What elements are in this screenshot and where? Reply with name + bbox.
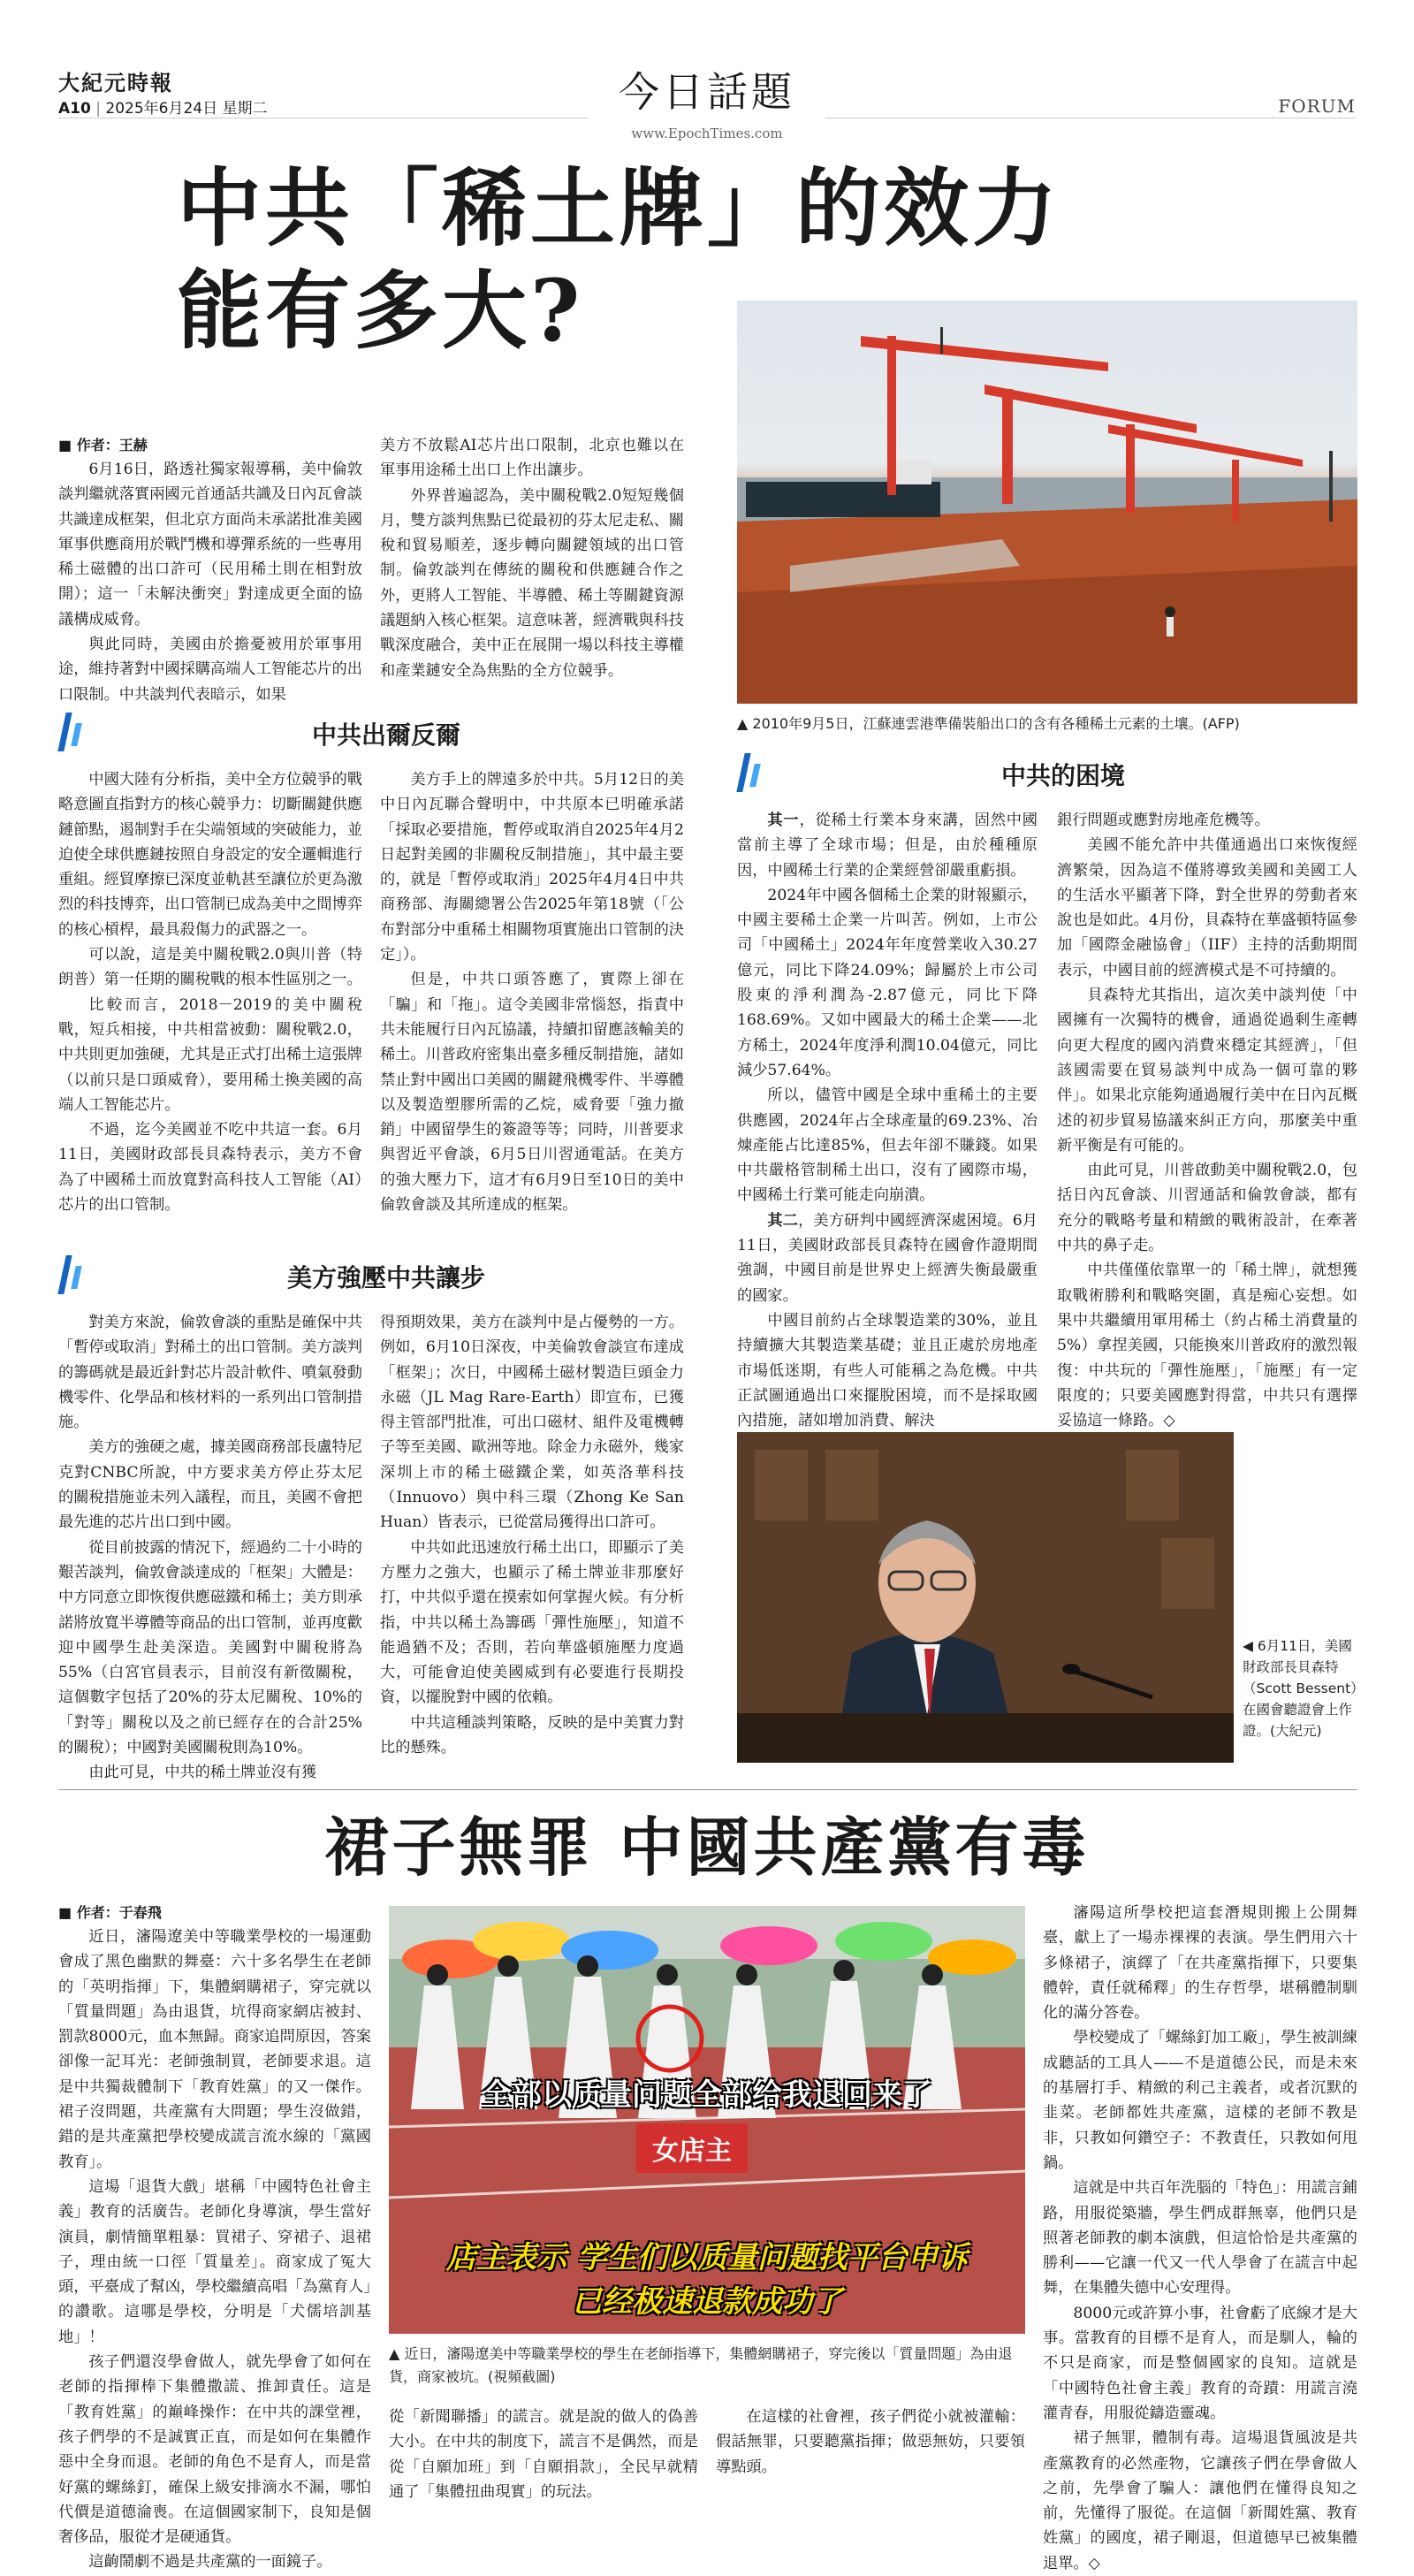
paragraph: 裙子無罪，體制有毒。這場退貨風波是共產黨教育的必然產物，它讓孩子們在學會做人之前，先學會了騙人：讓他們在懂得良知之前，先懂得了服從。在這個「新聞姓黨、教育姓黨」的國度，裙子剛退，但道德早已被集體退單。◇ [1043,2429,1357,2572]
paragraph: 從目前披露的情況下，經過約二十小時的艱苦談判，倫敦會談達成的「框架」大體是：中方同意立即恢復供應磁鐵和稀土；美方則承諾將放寬半導體等商品的出口管制，並再度歡迎中國學生赴美深造。美國對中關稅將為55%（白宮官員表示，目前沒有新徵關稅，這個數字包括了20%的芬太尼關稅、10%的「對等」關稅以及之前已經存在的合計25%的關稅）；中國對美國關稅則為10%。 [58,1538,362,1757]
bessent-caption: ◀ 6月11日，美國財政部長貝森特（Scott Bessent）在國會聽證會上作證。(大紀元) [1243,1638,1357,1739]
paragraph: 不過，迄今美國並不吃中共這一套。6月11日，美國財政部長貝森特表示，美方不會為了中國稀土而放寬對高科技人工智能（AI）芯片的出口管制。 [58,1121,362,1215]
headline-line-2: 能有多大? [177,261,584,361]
article-divider [58,1789,1357,1790]
headline-line-1: 中共「稀土牌」的效力 [177,158,1060,258]
section2-col2 [380,1310,684,1760]
paragraph: 6月16日，路透社獨家報導稱，美中倫敦談判繼就落實兩國元首通話共識及日內瓦會談共識達成框架，但北京方面尚未承諾批准美國軍事供應商用於戰鬥機和導彈系統的一些專用稀土磁體的出口許可（民用稀土則在相對放開）；這一「未解決衝突」對達成更全面的協議構成威脅。 [58,461,362,629]
paragraph: 但是，中共口頭答應了，實際上卻在「騙」和「拖」。這令美國非常惱怒，指責中共未能履行日內瓦協議，持續扣留應該輸美的稀土。川普政府密集出臺多種反制措施，諸如禁止對中國出口美國的關鍵飛機零件、半導體以及製造塑膠所需的乙烷，威脅要「強力撤銷」中國留學生的簽證等等；同時，川普要求與習近平會談，6月5日川習通電話。在美方的強大壓力下，這才有6月9日至10日的美中倫敦會談及其所達成的框架。 [380,971,684,1215]
paragraph: 中國目前約占全球製造業的30%，並且持續擴大其製造業基礎；並且正處於房地產市場低迷期，有些人可能稱之為危機。中共正試圖通過出口來擺脫困境，而不是採取國內措施，諸如增加消費、解決 [737,1311,1038,1430]
paragraph: 瀋陽這所學校把這套潛規則搬上公開舞臺，獻上了一場赤裸裸的表演。學生們用六十多條裙子，演繹了「在共產黨指揮下，只要集體幹，責任就稀釋」的生存哲學，堪稱體制馴化的滿分答卷。 [1043,1904,1357,2023]
video-subtitle-3: 已经极速退款成功了 [572,2284,842,2320]
section1-col1 [58,767,362,1217]
port-photo-caption: ▲ 2010年9月5日，江蘇連雲港準備裝船出口的含有各種稀土元素的土壤。(AFP) [737,715,1240,732]
article2-mid-col1 [389,2405,698,2504]
paragraph: 近日，瀋陽遼美中等職業學校的一場運動會成了黑色幽默的舞臺：六十多名學生在老師的「英明指揮」下，集體網購裙子，穿完就以「質量問題」為由退貨，坑得商家網店被封、罰款8000元，血本無歸。商家追問原因，答案卻像一記耳光：老師強制買，老師要求退。這是中共獨裁體制下「教育姓黨」的又一傑作。裙子沒問題，共產黨有大問題；學生沒做錯，錯的是共產黨把學校變成謊言流水線的「黨國教育」。 [58,1928,371,2171]
section-title: 今日話題 [619,68,795,116]
site-url[interactable]: www.EpochTimes.com [631,126,783,141]
paragraph: 其二，美方研判中國經濟深處困境。6月11日，美國財政部長貝森特在國會作證期間強調，中國目前是世界史上經濟失衡最嚴重的國家。 [737,1211,1038,1305]
paragraph: 比較而言，2018－2019的美中關稅戰，短兵相接，中共相當被動：關稅戰2.0，中共則更加強硬，尤其是正式打出稀土這張牌（以前只是口頭威脅），要用稀土換美國的高端人工智能芯片。 [58,995,362,1114]
paragraph: 與此同時，美國由於擔憂被用於軍事用途，維持著對中國採購高端人工智能芯片的出口限制。中共談判代表暗示，如果 [58,636,362,704]
paragraph: 美國不能允許中共僅通過出口來恢復經濟繁榮，因為這不僅將導致美國和美國工人的生活水平顯著下降，對全世界的勞動者來說也是如此。4月份，貝森特在華盛頓特區參加「國際金融協會」（IIF）主持的活動期間表示，中國目前的經濟模式是不可持續的。 [1057,836,1357,979]
paragraph: 這場「退貨大戲」堪稱「中國特色社會主義」教育的活廣告。老師化身導演，學生當好演員，劇情簡單粗暴：買裙子、穿裙子、退裙子，理由統一口徑「質量差」。商家成了冤大頭，平臺成了幫凶，學校繼續高唱「為黨育人」的讚歌。這哪是學校，分明是「犬儒培訓基地」！ [58,2177,371,2346]
article2-mid-col2 [716,2405,1025,2480]
paragraph: 孩子們還沒學會做人，就先學會了如何在老師的指揮棒下集體撒謊、推卸責任。這是「教育姓黨」的巔峰操作：在中共的課堂裡，孩子們學的不是誠實正直，而是如何在集體作惡中全身而退。老師的角色不是育人，而是當好黨的螺絲釘，確保上級安排滴水不漏，哪怕代價是道德淪喪。在這個國家制下，良知是個奢侈品，服從才是硬通貨。 [58,2353,371,2547]
section-english: FORUM [1278,95,1356,117]
paragraph: 中國大陸有分析指，美中全方位競爭的戰略意圖直指對方的核心競爭力：切斷關鍵供應鏈節點，遏制對手在尖端領域的突破能力，並迫使全球供應鏈按照自身設定的安全邏輯進行重組。經貿摩擦已深度並軌甚至讓位於更為激烈的科技博弈，出口管制已成為美中之間博弈的核心槓桿，最具殺傷力的武器之一。 [58,771,362,939]
section2-col1 [58,1310,362,1786]
paragraph: 貝森特尤其指出，這次美中談判使「中國擁有一次獨特的機會，通過從過剩生產轉向更大程度的國內消費來穩定其經濟」，「但該國需要在貿易談判中成為一個可靠的夥伴」。如果北京能夠通過履行美中在日內瓦概述的初步貿易協議來糾正方向，那麼美中重新平衡是有可能的。 [1057,987,1357,1155]
masthead-logo: 大紀元時報 [58,70,173,95]
section-marker-icon [71,723,82,746]
article1-intro-col2 [380,433,684,683]
paragraph: 2024年中國各個稀土企業的財報顯示，中國主要稀土企業一片叫苦。例如，上市公司「中國稀土」2024年年度營業收入30.27億元，同比下降24.09%；歸屬於上市公司股東的淨利潤為-2.87億元，同比下降168.69%。又如中國最大的稀土企業——北方稀土，2024年度淨利潤10.04億元，同比減少57.64%。 [737,886,1038,1079]
section1-col2 [380,767,684,1217]
article1-intro-col1 [58,433,362,707]
video-subtitle-2: 店主表示 学生们以质量问题找平台申诉 [446,2240,968,2275]
section-heading: 中共的困境 [1000,761,1125,790]
video-subtitle-1: 全部以质量问题全部给我退回来了 [482,2077,932,2113]
paragraph: 美方不放鬆AI芯片出口限制，北京也難以在軍事用途稀土出口上作出讓步。 [380,437,684,480]
paragraph: 這就是中共百年洗腦的「特色」：用謊言鋪路，用服從築牆，學生們成群無辜，他們只是照著老師教的劇本演戲，但這恰恰是共產黨的勝利——它讓一代又一代人學會了在謊言中起舞，在集體失德中心安理得。 [1043,2179,1357,2298]
issue-date: 2025年6月24日 星期二 [105,100,268,118]
section-marker-icon [749,764,761,787]
paragraph: 其一，從稀土行業本身來講，固然中國當前主導了全球市場；但是，由於種種原因，中國稀土行業的企業經營卻嚴重虧損。 [737,812,1038,880]
hearing-illustration [737,1432,1234,1763]
paragraph: 從「新聞聯播」的謊言。就是說的做人的偽善大小。在中共的制度下，謊言不是偶然，而是從「自願加班」到「自願捐款」，全民早就精通了「集體扭曲現實」的玩法。 [389,2408,698,2501]
video-still [389,1906,1025,2334]
paragraph: 學校變成了「螺絲釘加工廠」，學生被訓練成聽話的工具人——不是道德公民，而是未來的基層打手、精緻的利己主義者，或者沉默的韭菜。老師都姓共產黨，這樣的老師不教是非，只教如何鑽空子：不教責任，只教如何甩鍋。 [1043,2029,1357,2172]
paragraph: 在這樣的社會裡，孩子們從小就被灌輸：假話無罪，只要聽黨指揮；做惡無妨，只要領導點頭。 [716,2408,1025,2476]
paragraph: 外界普遍認為，美中關稅戰2.0短短幾個月，雙方談判焦點已從最初的芬太尼走私、關稅和貿易順差，逐步轉向關鍵領域的出口管制。倫敦談判在傳統的關稅和供應鏈合作之外，更將人工智能、半導體、稀土等關鍵資源議題納入核心框架。這意味著，經濟戰與科技戰深度融合，美中正在展開一場以科技主導權和產業鏈安全為焦點的全方位競爭。 [380,486,684,680]
port-photo [737,301,1357,704]
paragraph: 美方手上的牌遠多於中共。5月12日的美中日內瓦聯合聲明中，中共原本已明確承諾「採取必要措施，暫停或取消自2025年4月2日起對美國的非關稅反制措施」，其中最主要的，就是「暫停或取消」2025年4月4日中共商務部、海關總署公告2025年第18號（「公布對部分中重稀土相關物項實施出口管制的決定」）。 [380,771,684,964]
paragraph: 這齣鬧劇不過是共產黨的一面鏡子。 [88,2553,332,2572]
paragraph: 中共如此迅速放行稀土出口，即顯示了美方壓力之強大，也顯示了稀土牌並非那麼好打，中共似乎還在摸索如何掌握火候。有分析指，中共以稀土為籌碼「彈性施壓」，知道不能過猶不及；否則，若向華盛頓施壓力度過大，可能會迫使美國威到有必要進行長期投資，以擺脫對中國的依賴。 [380,1538,684,1707]
paragraph: 所以，儘管中國是全球中重稀土的主要供應國，2024年占全球產量的69.23%、冶煉產能占比達85%，但去年卻不賺錢。如果中共嚴格管制稀土出口，沒有了國際市場，中國稀土行業可能走向崩潰。 [737,1086,1038,1205]
section-marker-icon [71,1266,82,1289]
paragraph: 由此可見，中共的稀土牌並沒有獲 [88,1764,317,1782]
bessent-photo [737,1432,1234,1763]
article2-headline: 裙子無罪 中國共產黨有毒 [324,1810,1090,1885]
paragraph: 可以說，這是美中關稅戰2.0與川普（特朗普）第一任期的關稅戰的根本性區別之一。 [58,946,362,989]
article2-col3 [1043,1901,1357,2576]
paragraph: 中共這種談判策略，反映的是中美實力對比的懸殊。 [380,1713,684,1757]
article2-byline: ■ 作者：于春飛 [58,1904,162,1921]
page-number: A10 [58,100,91,118]
port-scene-illustration [737,301,1357,704]
video-name-tag: 女店主 [636,2123,748,2173]
paragraph: 對美方來說，倫敦會談的重點是確保中共「暫停或取消」對稀土的出口管制。美方談判的籌碼就是最近針對芯片設計軟件、噴氣發動機零件、化學品和核材料的一系列出口管制措施。 [58,1314,362,1432]
section3-col2 [1057,808,1357,1433]
article2-col1 [58,1901,371,2575]
masthead-dateline: A10 | 2025年6月24日 星期二 [58,100,268,118]
section3-col1 [737,808,1038,1433]
paragraph: 中共僅僅依靠單一的「稀土牌」，就想獲取戰術勝利和戰略突圍，真是痴心妄想。如果中共繼續用軍用稀土（約占稀土消費量的5%）拿捏美國，只能換來川普政府的激烈報復：中共玩的「彈性施壓」，「施壓」有一定限度的；只要美國應對得當，中共只有選擇妥協這一條路。◇ [1057,1261,1357,1430]
paragraph: 8000元或許算小事，社會虧了底線才是大事。當教育的目標不是育人，而是馴人，輪的不只是商家，而是整個國家的良知。這就是「中國特色社會主義」教育的奇蹟：用謊言澆灌青春，用服從鑄造靈魂。 [1043,2304,1357,2422]
paragraph: 銀行問題或應對房地產危機等。 [1057,812,1270,829]
paragraph: 由此可見，川普啟動美中關稅戰2.0，包括日內瓦會談、川習通話和倫敦會談，都有充分的戰略考量和精緻的戰術設計，在牽著中共的鼻子走。 [1057,1162,1357,1255]
article1-byline: ■ 作者：王赫 [58,437,148,453]
video-caption: ▲ 近日，瀋陽遼美中等職業學校的學生在老師指導下，集體網購裙子，穿完後以「質量問題」為由退貨，商家被坑。(視頻截圖) [389,2345,1013,2385]
paragraph: 得預期效果，美方在談判中是占優勢的一方。例如，6月10日深夜，中美倫敦會談宣布達成「框架」；次日，中國稀土磁材製造巨頭金力永磁（JL Mag Rare-Earth）即宣布，已獲得主管部門批准，可出口磁材、組件及電機轉子等至美國、歐洲等地。除金力永磁外，幾家深圳上市的稀土磁鐵企業，如英洛華科技（Innuovo）與中科三環（Zhong Ke San Huan）皆表示，已從當局獲得出口許可。 [380,1314,684,1532]
section-heading: 中共出爾反爾 [311,720,460,750]
paragraph: 美方的強硬之處，據美國商務部長盧特尼克對CNBC所說，中方要求美方停止芬太尼的關稅措施並未列入議程，而且，美國不會把最先進的芯片出口到中國。 [58,1438,362,1532]
section-heading: 美方強壓中共讓步 [286,1263,485,1292]
